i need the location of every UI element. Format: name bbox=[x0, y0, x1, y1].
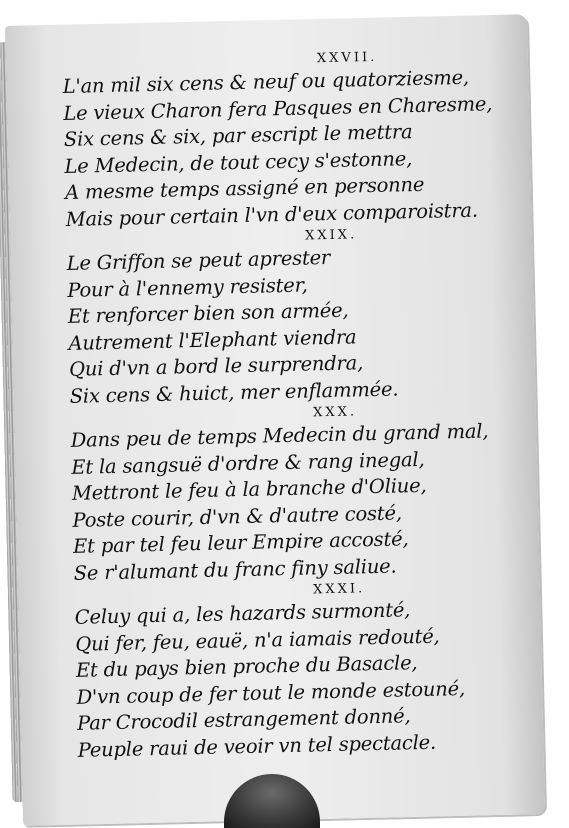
verse-line: Qui d'vn a bord le surprendra, bbox=[68, 351, 364, 381]
verse-line: Et renforcer bien son armée, bbox=[67, 298, 349, 328]
verse-line: Dans peu de temps Medecin du grand mal, bbox=[70, 419, 489, 452]
verse-line: Poste courir, d'vn & d'autre costé, bbox=[72, 500, 403, 532]
verse-line: Celuy qui a, les hazards surmonté, bbox=[74, 598, 411, 629]
verse-line: Et par tel feu leur Empire accosté, bbox=[72, 527, 409, 558]
verse-line: Par Crocodil estrangement donné, bbox=[76, 704, 411, 735]
verse-line: Mettront le feu à la branche d'Oliue, bbox=[71, 473, 427, 505]
verse-line: Autrement l'Elephant viendra bbox=[68, 324, 357, 355]
section-heading: XXVII. bbox=[316, 49, 378, 67]
verse-line: Et du pays bien proche du Basacle, bbox=[75, 651, 418, 682]
verse-line: Le Griffon se peut aprester bbox=[66, 245, 331, 275]
section-heading: XXXI. bbox=[312, 581, 366, 598]
verse-line: Six cens & six, par escript le mettra bbox=[63, 120, 413, 151]
quatrain-text bbox=[62, 46, 518, 764]
verse-line: Qui fer, feu, eauë, n'a iamais redouté, bbox=[75, 624, 440, 656]
verse-line: Pour à l'ennemy resister, bbox=[67, 272, 308, 302]
verse-line: Peuple raui de veoir vn tel spectacle. bbox=[77, 730, 437, 762]
verse-line: D'vn coup de fer tout le monde estouné, bbox=[76, 676, 466, 709]
section-heading: XXIX. bbox=[304, 227, 358, 244]
verse-line: L'an mil six cens & neuf ou quatorziesme, bbox=[62, 65, 470, 98]
verse-line: A mesme temps assigné en personne bbox=[64, 172, 425, 204]
verse-line: Et la sangsuë d'ordre & rang inegal, bbox=[71, 447, 425, 479]
verse-line: Le vieux Charon fera Pasques en Charesme, bbox=[63, 91, 493, 125]
verse-line: Mais pour certain l'vn d'eux comparoistra. bbox=[65, 198, 479, 231]
verse-line: Six cens & huict, mer enflammée. bbox=[69, 376, 399, 408]
section-heading: XXX. bbox=[313, 404, 358, 421]
verse-line: Se r'alumant du franc finy saliue. bbox=[73, 554, 397, 585]
verse-line: Le Medecin, de tout cecy s'estonne, bbox=[64, 146, 413, 178]
